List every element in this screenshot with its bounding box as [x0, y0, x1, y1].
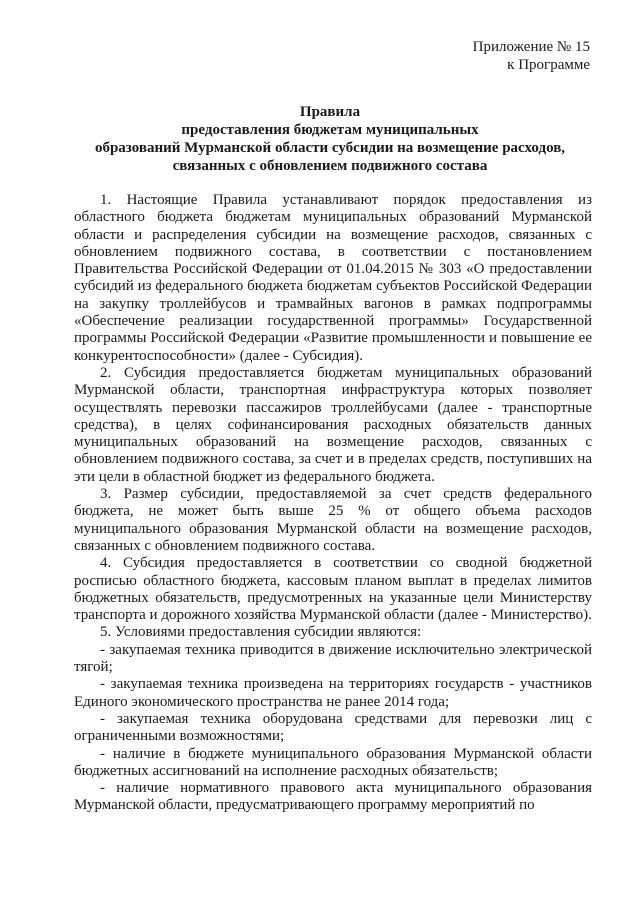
- condition-item-2: - закупаемая техника произведена на территориях государств - участников Единого экономического пространства не ранее 2014 года;: [74, 676, 592, 710]
- condition-item-1: - закупаемая техника приводится в движение исключительно электрической тягой;: [74, 641, 592, 676]
- title-line-4: связанных с обновлением подвижного состава: [172, 158, 488, 174]
- appendix-reference: к Программе: [507, 57, 590, 73]
- condition-item-5: - наличие нормативного правового акта муниципального образования Мурманской области, предусматривающего программу мероприятий по: [74, 780, 592, 814]
- document-title: [70, 103, 590, 175]
- condition-item-3: - закупаемая техника оборудована средствами для перевозки лиц с ограниченными возможностями;: [74, 710, 592, 745]
- paragraph-3: 3. Размер субсидии, предоставляемой за счет средств федерального бюджета, не может быть выше 25 % от общего объема расходов муниципального образования Мурманской области на возмещение расходов, связанных с обновлением подвижного состава.: [74, 486, 592, 554]
- appendix-number: Приложение № 15: [472, 39, 590, 55]
- paragraph-2: 2. Субсидия предоставляется бюджетам муниципальных образований Мурманской области, транспортная инфраструктура которых позволяет осуществлять перевозки пассажиров троллейбусами (далее - транспортные средства), в целях софинансирования расходных обязательств данных муниципальных образований на возмещение расходов, связанных с обновлением подвижного состава, за счет и в пределах средств, поступивших на эти цели в областной бюджет из федерального бюджета.: [74, 364, 592, 485]
- title-line-2: предоставления бюджетам муниципальных: [181, 122, 479, 138]
- title-line-3: образований Мурманской области субсидии на возмещение расходов,: [94, 140, 566, 156]
- appendix-header: [473, 38, 590, 74]
- paragraph-5: 5. Условиями предоставления субсидии являются:: [100, 624, 422, 641]
- condition-item-4: - наличие в бюджете муниципального образования Мурманской области бюджетных ассигнований на исполнение расходных обязательств;: [74, 745, 592, 779]
- paragraph-1: 1. Настоящие Правила устанавливают порядок предоставления из областного бюджета бюджетам муниципальных образований Мурманской области и распределения субсидии на возмещение расходов, связанных с обновлением подвижного состава, в соответствии с постановлением Правительства Российской Федерации от 01.04.2015 № 303 «О предоставлении субсидий из федерального бюджета бюджетам субъектов Российской Федерации на закупку троллейбусов и трамвайных вагонов в рамках подпрограммы «Обеспечение реализации государственной программы» Государственной программы Российской Федерации «Развитие промышленности и повышение ее конкурентоспособности» (далее - Субсидия).: [74, 192, 592, 364]
- title-line-1: Правила: [299, 104, 361, 120]
- document-body: [74, 192, 592, 815]
- paragraph-4: 4. Субсидия предоставляется в соответствии со сводной бюджетной росписью областного бюджета, кассовым планом выплат в пределах лимитов бюджетных обязательств, предусмотренных на указанные цели Министерству транспорта и дорожного хозяйства Мурманской области (далее - Министерство).: [74, 555, 592, 624]
